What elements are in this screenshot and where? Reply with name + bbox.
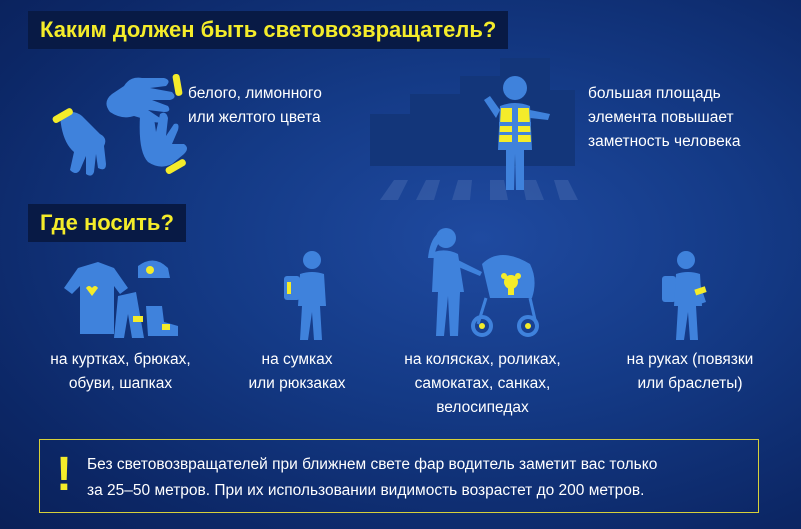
where-item-line: велосипедах xyxy=(436,399,529,416)
backpack-person-icon xyxy=(276,250,346,342)
reflector-color-text xyxy=(188,82,322,130)
visibility-note xyxy=(39,439,759,513)
section-title-where: Где носить? xyxy=(28,204,186,242)
exclamation-icon: ! xyxy=(56,448,72,501)
section-title-what: Каким должен быть световозвращатель? xyxy=(28,11,508,49)
gloves-icon xyxy=(40,66,200,176)
reflector-area-line: большая площадь xyxy=(588,85,721,102)
reflector-area-line: элемента повышает xyxy=(588,109,734,126)
where-item-clothing xyxy=(28,348,213,396)
where-item-line: на сумках xyxy=(261,351,333,368)
where-item-arms xyxy=(600,348,780,396)
where-item-line: самокатах, санках, xyxy=(414,375,551,392)
where-item-line: обуви, шапках xyxy=(68,375,173,392)
note-line: Без световозвращателей при ближнем свете фар водитель заметит вас только xyxy=(87,456,658,473)
where-item-strollers xyxy=(385,348,580,420)
where-item-line: на руках (повязки xyxy=(626,351,754,368)
visibility-note-text xyxy=(87,452,657,504)
note-line: за 25–50 метров. При их использовании видимость возрастет до 200 метров. xyxy=(87,482,645,499)
armband-person-icon xyxy=(660,250,720,342)
where-item-line: на колясках, роликах, xyxy=(404,351,561,368)
pedestrian-vest-illustration xyxy=(350,50,590,210)
where-item-line: или браслеты) xyxy=(637,375,743,392)
stroller-woman-icon xyxy=(420,224,550,340)
clothing-icon xyxy=(58,258,188,340)
reflector-area-text xyxy=(588,82,740,154)
reflector-area-line: заметность человека xyxy=(588,133,741,150)
reflector-color-line: белого, лимонного xyxy=(188,85,322,102)
reflector-color-line: или желтого цвета xyxy=(188,109,321,126)
where-item-line: на куртках, брюках, xyxy=(50,351,191,368)
where-item-bags xyxy=(232,348,362,396)
where-item-line: или рюкзаках xyxy=(248,375,346,392)
